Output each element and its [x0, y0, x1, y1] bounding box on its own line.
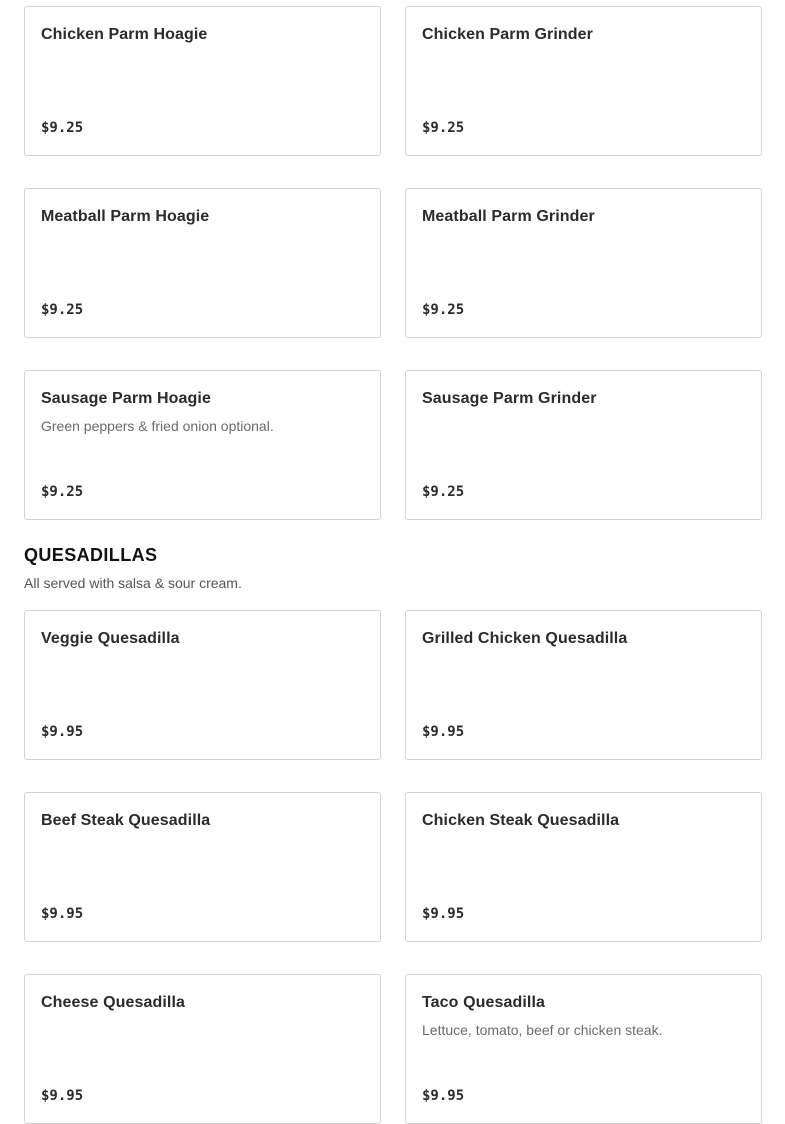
menu-item-name: Beef Steak Quesadilla	[41, 812, 211, 829]
menu-item-card[interactable]	[24, 188, 381, 338]
menu-item-price: $9.95	[422, 1088, 465, 1104]
menu-item-price: $9.25	[422, 302, 465, 318]
menu-item-price: $9.95	[41, 1088, 84, 1104]
menu-item-description: Green peppers & fried onion optional.	[41, 418, 274, 434]
menu-item-card[interactable]	[405, 188, 762, 338]
menu-item-name: Veggie Quesadilla	[41, 630, 180, 647]
menu-item-price: $9.25	[41, 120, 84, 136]
menu-item-name: Sausage Parm Grinder	[422, 390, 597, 407]
menu-item-price: $9.25	[422, 120, 465, 136]
menu-item-card[interactable]	[24, 792, 381, 942]
section-title: QUESADILLAS	[24, 545, 158, 565]
menu-item-price: $9.95	[422, 906, 465, 922]
section-description: All served with salsa & sour cream.	[24, 575, 242, 591]
menu-item-price: $9.25	[422, 484, 465, 500]
menu-item-price: $9.95	[41, 724, 84, 740]
menu-item-card[interactable]	[24, 974, 381, 1124]
menu-item-card[interactable]	[405, 610, 762, 760]
menu-item-name: Sausage Parm Hoagie	[41, 390, 211, 407]
menu-item-price: $9.95	[41, 906, 84, 922]
menu-item-price: $9.25	[41, 484, 84, 500]
menu-item-name: Chicken Parm Grinder	[422, 26, 593, 43]
menu-item-card[interactable]	[405, 370, 762, 520]
menu-item-name: Taco Quesadilla	[422, 994, 546, 1011]
menu-item-price: $9.25	[41, 302, 84, 318]
menu-item-name: Cheese Quesadilla	[41, 994, 185, 1011]
menu-item-name: Chicken Steak Quesadilla	[422, 812, 620, 829]
menu-item-name: Chicken Parm Hoagie	[41, 26, 208, 43]
menu-item-name: Grilled Chicken Quesadilla	[422, 630, 628, 647]
menu-item-card[interactable]	[405, 6, 762, 156]
menu-item-card[interactable]	[24, 370, 381, 520]
menu-item-card[interactable]	[24, 610, 381, 760]
menu-item-card[interactable]	[405, 792, 762, 942]
menu-item-name: Meatball Parm Hoagie	[41, 208, 210, 225]
menu-item-description: Lettuce, tomato, beef or chicken steak.	[422, 1022, 663, 1038]
menu-item-card[interactable]	[405, 974, 762, 1124]
menu-item-name: Meatball Parm Grinder	[422, 208, 595, 225]
menu-item-card[interactable]	[24, 6, 381, 156]
menu-item-price: $9.95	[422, 724, 465, 740]
